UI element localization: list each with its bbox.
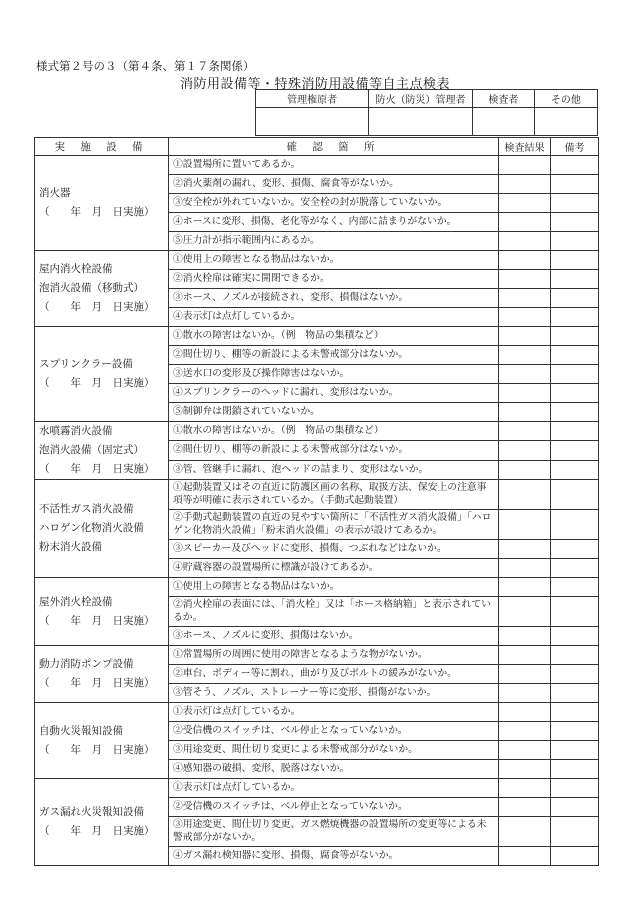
result-cell[interactable] <box>499 540 551 559</box>
inspection-date: （ 年 月 日実施） <box>39 677 155 689</box>
result-cell[interactable] <box>499 270 551 289</box>
remarks-cell[interactable] <box>551 232 599 251</box>
check-item: ②受信機のスイッチは、ベル停止となっていないか。 <box>169 722 499 741</box>
check-item: ③用途変更、間仕切り変更による未警戒部分がないか。 <box>169 741 499 760</box>
remarks-cell[interactable] <box>551 384 599 403</box>
remarks-cell[interactable] <box>551 646 599 665</box>
remarks-cell[interactable] <box>551 346 599 365</box>
sign-header-inspector: 検査者 <box>472 90 534 108</box>
equipment-cell <box>35 646 169 703</box>
sign-cell-other[interactable] <box>534 108 597 136</box>
remarks-cell[interactable] <box>551 817 599 847</box>
table-row <box>35 422 599 441</box>
sign-cell-manager[interactable] <box>369 108 473 136</box>
equipment-name: 屋外消火栓設備 <box>39 595 113 608</box>
signature-table <box>255 89 598 136</box>
header-location: 確 認 箇 所 <box>169 138 499 156</box>
result-cell[interactable] <box>499 365 551 384</box>
form-number: 様式第２号の３（第４条、第１７条関係） <box>36 59 255 73</box>
equipment-name: 泡消火設備（固定式） <box>39 444 144 456</box>
check-item: ③安全栓が外れていないか。安全栓の封が脱落していないか。 <box>169 194 499 213</box>
check-item: ①使用上の障害となる物品はないか。 <box>169 578 499 597</box>
table-row <box>35 156 599 175</box>
equipment-cell <box>35 480 169 578</box>
check-item: ①表示灯は点灯しているか。 <box>169 703 499 722</box>
remarks-cell[interactable] <box>551 441 599 460</box>
remarks-cell[interactable] <box>551 741 599 760</box>
result-cell[interactable] <box>499 384 551 403</box>
result-cell[interactable] <box>499 346 551 365</box>
table-row <box>35 480 599 510</box>
remarks-cell[interactable] <box>551 779 599 798</box>
equipment-cell <box>35 156 169 251</box>
inspection-date: （ 年 月 日実施） <box>39 377 155 389</box>
result-cell[interactable] <box>499 156 551 175</box>
result-cell[interactable] <box>499 422 551 441</box>
check-item: ②受信機のスイッチは、ベル停止となっていないか。 <box>169 798 499 817</box>
check-item: ④ガス漏れ検知器に変形、損傷、腐食等がないか。 <box>169 847 499 866</box>
remarks-cell[interactable] <box>551 627 599 646</box>
result-cell[interactable] <box>499 460 551 479</box>
equipment-name: スプリンクラー設備 <box>39 358 133 370</box>
table-row <box>35 646 599 665</box>
result-cell[interactable] <box>499 847 551 866</box>
check-item: ①使用上の障害となる物品はないか。 <box>169 251 499 270</box>
check-item: ④ホースに変形、損傷、老化等がなく、内部に詰まりがないか。 <box>169 213 499 232</box>
table-row <box>35 779 599 798</box>
result-cell[interactable] <box>499 646 551 665</box>
remarks-cell[interactable] <box>551 684 599 703</box>
equipment-name: ガス漏れ火災報知設備 <box>39 806 144 818</box>
result-cell[interactable] <box>499 741 551 760</box>
check-item: ③用途変更、間仕切り変更、ガス燃焼機器の設置場所の変更等による未警戒部分がないか。 <box>169 817 499 847</box>
remarks-cell[interactable] <box>551 578 599 597</box>
result-cell[interactable] <box>499 627 551 646</box>
check-item: ①散水の障害はないか。（例 物品の集積など） <box>169 327 499 346</box>
result-cell[interactable] <box>499 175 551 194</box>
remarks-cell[interactable] <box>551 327 599 346</box>
result-cell[interactable] <box>499 289 551 308</box>
result-cell[interactable] <box>499 559 551 578</box>
result-cell[interactable] <box>499 327 551 346</box>
sign-cell-inspector[interactable] <box>472 108 534 136</box>
header-result: 検査結果 <box>499 138 551 156</box>
check-item: ②手動式起動装置の直近の見やすい箇所に「不活性ガス消火設備」「ハロゲン化物消火設備」「粉末消火設備」の表示が設けてあるか。 <box>169 510 499 540</box>
remarks-cell[interactable] <box>551 540 599 559</box>
inspection-date: （ 年 月 日実施） <box>39 463 155 475</box>
result-cell[interactable] <box>499 232 551 251</box>
result-cell[interactable] <box>499 213 551 232</box>
check-item: ③管そう、ノズル、ストレーナー等に変形、損傷がないか。 <box>169 684 499 703</box>
equipment-name: 粉末消火設備 <box>39 541 102 553</box>
remarks-cell[interactable] <box>551 760 599 779</box>
sign-header-other: その他 <box>534 90 597 108</box>
check-item: ①表示灯は点灯しているか。 <box>169 779 499 798</box>
header-remarks: 備考 <box>551 138 599 156</box>
remarks-cell[interactable] <box>551 665 599 684</box>
table-row <box>35 251 599 270</box>
check-item: ②間仕切り、棚等の新設による未警戒部分はないか。 <box>169 346 499 365</box>
result-cell[interactable] <box>499 779 551 798</box>
equipment-name: 屋内消火栓設備 <box>39 263 113 275</box>
equipment-cell <box>35 327 169 422</box>
equipment-name: 泡消火設備（移動式） <box>39 282 144 294</box>
sign-header-owner: 管理権原者 <box>256 90 369 108</box>
equipment-cell <box>35 422 169 480</box>
equipment-name: 自動火災報知設備 <box>39 724 123 737</box>
remarks-cell[interactable] <box>551 722 599 741</box>
sign-header-manager: 防火（防災）管理者 <box>369 90 473 108</box>
check-item: ①起動装置又はその直近に防護区画の名称、取扱方法、保安上の注意事項等が明確に表示されているか。（手動式起動装置） <box>169 480 499 510</box>
remarks-cell[interactable] <box>551 559 599 578</box>
check-item: ④表示灯は点灯しているか。 <box>169 308 499 327</box>
equipment-cell <box>35 779 169 866</box>
equipment-cell <box>35 578 169 646</box>
inspection-date: （ 年 月 日実施） <box>39 614 155 627</box>
remarks-cell[interactable] <box>551 847 599 866</box>
check-item: ④貯蔵容器の設置場所に標識が設けてあるか。 <box>169 559 499 578</box>
remarks-cell[interactable] <box>551 213 599 232</box>
result-cell[interactable] <box>499 597 551 627</box>
result-cell[interactable] <box>499 722 551 741</box>
check-item: ③ホース、ノズルに変形、損傷はないか。 <box>169 627 499 646</box>
remarks-cell[interactable] <box>551 703 599 722</box>
result-cell[interactable] <box>499 480 551 510</box>
check-item: ⑤制御弁は閉鎖されていないか。 <box>169 403 499 422</box>
result-cell[interactable] <box>499 665 551 684</box>
remarks-cell[interactable] <box>551 480 599 510</box>
check-item: ②消火栓扉の表面には、「消火栓」又は「ホース格納箱」と表示されているか。 <box>169 597 499 627</box>
remarks-cell[interactable] <box>551 422 599 441</box>
equipment-cell <box>35 251 169 327</box>
check-item: ①設置場所に置いてあるか。 <box>169 156 499 175</box>
check-item: ④スプリンクラーのヘッドに漏れ、変形はないか。 <box>169 384 499 403</box>
check-item: ①散水の障害はないか。（例 物品の集積など） <box>169 422 499 441</box>
remarks-cell[interactable] <box>551 798 599 817</box>
table-row <box>35 327 599 346</box>
result-cell[interactable] <box>499 578 551 597</box>
table-row <box>35 578 599 597</box>
result-cell[interactable] <box>499 441 551 460</box>
check-item: ②車台、ボディー等に割れ、曲がり及びボルトの緩みがないか。 <box>169 665 499 684</box>
remarks-cell[interactable] <box>551 308 599 327</box>
equipment-name: 消火器 <box>39 187 71 199</box>
remarks-cell[interactable] <box>551 194 599 213</box>
check-item: ③管、管継手に漏れ、泡ヘッドの詰まり、変形はないか。 <box>169 460 499 479</box>
check-item: ⑤圧力計が指示範囲内にあるか。 <box>169 232 499 251</box>
sign-cell-owner[interactable] <box>256 108 369 136</box>
result-cell[interactable] <box>499 684 551 703</box>
inspection-date: （ 年 月 日実施） <box>39 301 155 313</box>
remarks-cell[interactable] <box>551 289 599 308</box>
equipment-name: 不活性ガス消火設備 <box>39 503 134 515</box>
remarks-cell[interactable] <box>551 597 599 627</box>
remarks-cell[interactable] <box>551 175 599 194</box>
equipment-name: ハロゲン化物消火設備 <box>39 522 144 534</box>
remarks-cell[interactable] <box>551 510 599 540</box>
remarks-cell[interactable] <box>551 251 599 270</box>
result-cell[interactable] <box>499 194 551 213</box>
result-cell[interactable] <box>499 760 551 779</box>
inspection-table <box>34 137 599 866</box>
check-item: ③スピーカー及びヘッドに変形、損傷、つぶれなどはないか。 <box>169 540 499 559</box>
page-title: 消防用設備等・特殊消防用設備等自主点検表 <box>179 77 450 92</box>
result-cell[interactable] <box>499 251 551 270</box>
check-item: ③送水口の変形及び操作障害はないか。 <box>169 365 499 384</box>
result-cell[interactable] <box>499 403 551 422</box>
remarks-cell[interactable] <box>551 403 599 422</box>
check-item: ②消火薬剤の漏れ、変形、損傷、腐食等がないか。 <box>169 175 499 194</box>
check-item: ①常置場所の周囲に使用の障害となるような物がないか。 <box>169 646 499 665</box>
check-item: ③ホース、ノズルが接続され、変形、損傷はないか。 <box>169 289 499 308</box>
result-cell[interactable] <box>499 817 551 847</box>
check-item: ②消火栓扉は確実に開閉できるか。 <box>169 270 499 289</box>
header-equipment: 実 施 設 備 <box>35 138 169 156</box>
table-row <box>35 703 599 722</box>
inspection-date: （ 年 月 日実施） <box>39 206 155 218</box>
check-item: ②間仕切り、棚等の新設による未警戒部分はないか。 <box>169 441 499 460</box>
inspection-date: （ 年 月 日実施） <box>39 743 155 756</box>
equipment-cell <box>35 703 169 779</box>
result-cell[interactable] <box>499 703 551 722</box>
inspection-date: （ 年 月 日実施） <box>39 825 155 837</box>
result-cell[interactable] <box>499 798 551 817</box>
equipment-name: 動力消防ポンプ設備 <box>39 658 134 670</box>
remarks-cell[interactable] <box>551 365 599 384</box>
remarks-cell[interactable] <box>551 460 599 479</box>
remarks-cell[interactable] <box>551 270 599 289</box>
remarks-cell[interactable] <box>551 156 599 175</box>
equipment-name: 水噴霧消火設備 <box>39 425 113 437</box>
check-item: ④感知器の破損、変形、脱落はないか。 <box>169 760 499 779</box>
result-cell[interactable] <box>499 510 551 540</box>
result-cell[interactable] <box>499 308 551 327</box>
